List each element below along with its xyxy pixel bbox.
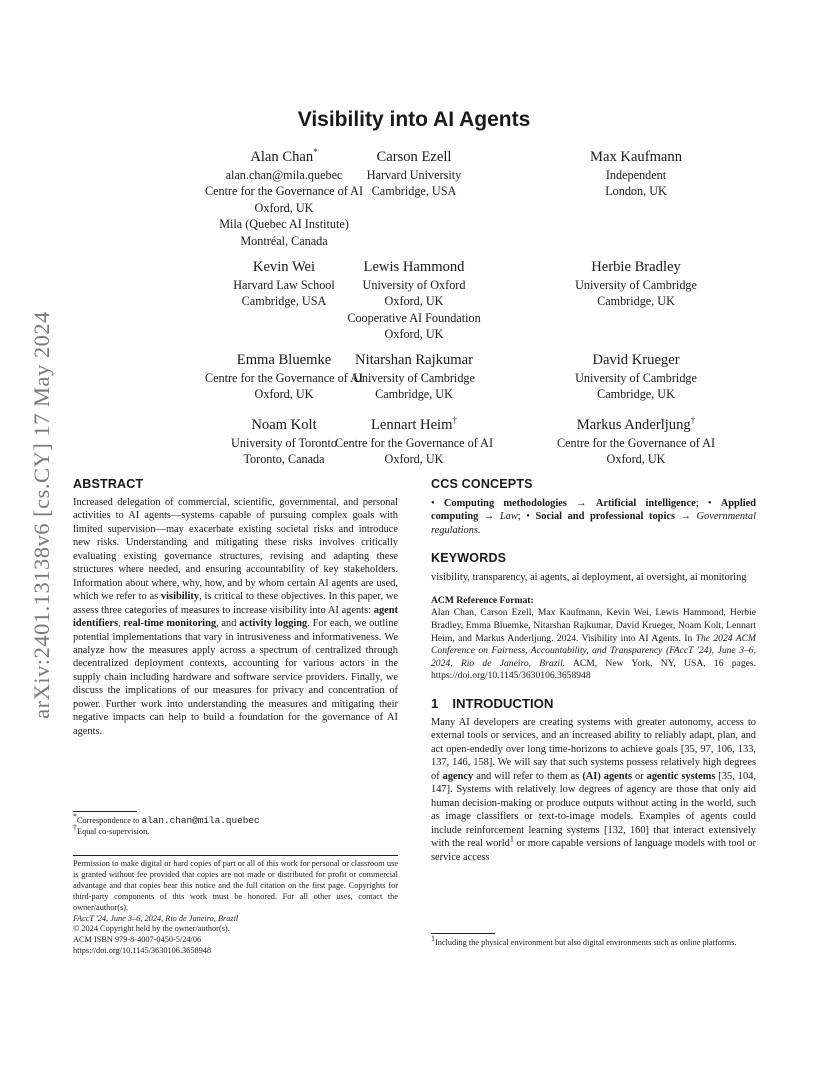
- footnotes-left: [73, 812, 398, 837]
- author-affiliation-line: Centre for the Governance of AI: [204, 184, 364, 199]
- author-entry: [284, 258, 544, 343]
- author-name: Alan Chan*: [250, 147, 318, 165]
- keywords-text: visibility, transparency, ai agents, ai deployment, ai oversight, ai monitoring: [431, 572, 747, 584]
- author-affiliation-line: Oxford, UK: [384, 294, 444, 309]
- footnote-right: $^1$Including the physical environment but also digital environments such as online platforms.: [431, 934, 737, 947]
- author-name: Markus Anderljung†: [576, 415, 696, 433]
- arxiv-identifier: arXiv:2401.13138v6 [cs.CY] 17 May 2024: [29, 311, 54, 719]
- correspondence-footnote: *Correspondence to alan.chan@mila.quebec: [73, 812, 260, 826]
- right-column: [431, 477, 756, 864]
- copyright-line: © 2024 Copyright held by the owner/author(s).: [73, 924, 230, 934]
- author-affiliation-line: University of Cambridge: [575, 371, 697, 385]
- reference-heading: ACM Reference Format:: [431, 594, 534, 606]
- author-affiliation-line: Cambridge, USA: [371, 184, 457, 199]
- abstract-text: Increased delegation of commercial, scientific, governmental, and personal activities to AI agents—systems capable of pursuing complex goals with limited supervision—may exacerbate existing societal risks and introduce new risks. Understanding and mitigating these risks involves critically evaluating existing governance structures, revising and adapting these structures where needed, and ensuring accountability of key stakeholders. Information about where, why, how, and by whom certain AI agents are used, which we refer to as visibility, is critical to these objectives. In this paper, we assess three categories of measures to increase visibility into AI agents: agent identifiers, real-time monitoring, and activity logging. For each, we outline potential implementations that vary in intrusiveness and informativeness. We analyze how the measures apply across a spectrum of centralized through decentralized deployment contexts, accounting for various actors in the supply chain including hardware and software service providers. Finally, we discuss the implications of our measures for privacy and concentration of power. Further work into understanding the measures and mitigating their negative impacts can help to build a foundation for the governance of AI agents.: [73, 497, 399, 737]
- introduction-text: Many AI developers are creating systems with greater autonomy, access to external tools or services, and an increased ability to reliably adapt, plan, and act open-endedly over long time-horizons to achieve goals [35, 97, 106, 133, 137, 146, 158]. We will say that such systems possess relatively high degrees of agency and will refer to them as (AI) agents or agentic systems [35, 104, 147]. Systems with relatively low degrees of agency are those that only aid human decision-making or produce outputs without acting in the world, such as image classifiers or text-to-image models. Examples of agents could include reinforcement learning systems [132, 160] that interact extensively with the real world$^1$ or more capable versions of language models with tool or service access: [431, 716, 756, 863]
- author-entry: [506, 258, 766, 310]
- author-entry: [284, 351, 544, 403]
- author-affiliation-line: Centre for the Governance of AI: [556, 436, 716, 450]
- author-name: Herbie Bradley: [591, 259, 681, 275]
- ccs-heading: CCS CONCEPTS: [431, 477, 533, 491]
- author-affiliation-line: Cambridge, USA: [241, 294, 327, 309]
- author-entry: [284, 416, 544, 468]
- introduction-heading: 1 INTRODUCTION: [431, 695, 554, 711]
- equal-supervision-footnote: †Equal co-supervision.: [73, 823, 150, 836]
- author-affiliation-line: University of Cambridge: [575, 278, 697, 292]
- author-affiliation-line: Oxford, UK: [254, 200, 314, 215]
- author-name: Noam Kolt: [251, 417, 317, 433]
- permission-text: Permission to make digital or hard copies of part or all of this work for personal or classroom use is granted without fee provided that copies are not made or distributed for profit or commercial advantage and that copies bear this notice and the full citation on the first page. Copyrights for third-party components of this work must be honored. For all other uses, contact the owner/author(s).: [73, 859, 398, 912]
- author-entry: [506, 416, 766, 468]
- author-affiliation-line: Harvard Law School: [233, 278, 335, 292]
- isbn-line: ACM ISBN 979-8-4007-0450-5/24/06: [73, 935, 202, 945]
- author-name: David Krueger: [592, 352, 680, 368]
- author-affiliation-line: Oxford, UK: [606, 452, 666, 467]
- author-affiliation-line: Oxford, UK: [384, 327, 444, 342]
- author-affiliation-line: Independent: [605, 168, 667, 182]
- acm-reference: [431, 595, 756, 683]
- author-entry: [284, 148, 544, 200]
- author-affiliation-line: Centre for the Governance of AI: [334, 436, 494, 450]
- author-name: Emma Bluemke: [236, 352, 332, 368]
- ccs-text: • Computing methodologies → Artificial intelligence; • Applied computing → Law; • Social and professional topics → Governmental regulations.: [431, 498, 756, 536]
- footnote-rule-right: [431, 933, 495, 934]
- author-affiliation-line: Harvard University: [366, 168, 462, 182]
- author-entry: [506, 148, 766, 200]
- author-name: Kevin Wei: [252, 259, 316, 275]
- abstract-heading: ABSTRACT: [73, 477, 144, 491]
- author-affiliation-line: Montréal, Canada: [240, 233, 328, 248]
- author-name: Lewis Hammond: [363, 259, 465, 275]
- keywords-heading: KEYWORDS: [431, 551, 507, 566]
- author-affiliation-line: alan.chan@mila.quebec: [225, 168, 343, 182]
- author-affiliation-line: Centre for the Governance of AI: [204, 371, 364, 385]
- author-affiliation-line: Cooperative AI Foundation: [347, 310, 481, 325]
- abstract-section: [73, 477, 398, 738]
- doi-line: https://doi.org/10.1145/3630106.3658948: [73, 946, 212, 956]
- paper-title: Visibility into AI Agents: [297, 108, 531, 131]
- footnote-rule: [73, 811, 137, 812]
- author-name: Lennart Heim†: [371, 415, 457, 433]
- permission-block: [73, 859, 398, 957]
- author-name: Carson Ezell: [376, 149, 452, 165]
- author-name: Nitarshan Rajkumar: [355, 352, 473, 368]
- author-affiliation-line: Oxford, UK: [384, 452, 444, 467]
- author-affiliation-line: University of Cambridge: [353, 371, 475, 385]
- permission-rule: [73, 855, 398, 856]
- author-affiliation-line: Oxford, UK: [254, 387, 314, 402]
- author-name: Max Kaufmann: [590, 149, 682, 165]
- author-affiliation-line: London, UK: [605, 184, 667, 199]
- author-affiliation-line: Mila (Quebec AI Institute): [219, 217, 349, 232]
- author-affiliation-line: Cambridge, UK: [597, 294, 675, 309]
- author-affiliation-line: University of Oxford: [362, 278, 466, 292]
- author-entry: [506, 351, 766, 403]
- author-affiliation-line: Cambridge, UK: [375, 387, 453, 402]
- author-affiliation-line: University of Toronto: [231, 436, 337, 450]
- author-affiliation-line: Cambridge, UK: [597, 387, 675, 402]
- reference-text: Alan Chan, Carson Ezell, Max Kaufmann, Kevin Wei, Lewis Hammond, Herbie Bradley, Emma Bluemke, Nitarshan Rajkumar, David Krueger, Noam Kolt, Lennart Heim, and Markus Anderljung. 2024. Visibility into AI Agents. In The 2024 ACM Conference on Fairness, Accountability, and Transparency (FAccT '24), June 3–6, 2024, Rio de Janeiro, Brazil. ACM, New York, NY, USA, 16 pages. https://doi.org/10.1145/3630106.3658948: [431, 607, 757, 682]
- author-affiliation-line: Toronto, Canada: [243, 452, 325, 467]
- venue-line: FAccT '24, June 3–6, 2024, Rio de Janeiro, Brazil: [73, 913, 239, 923]
